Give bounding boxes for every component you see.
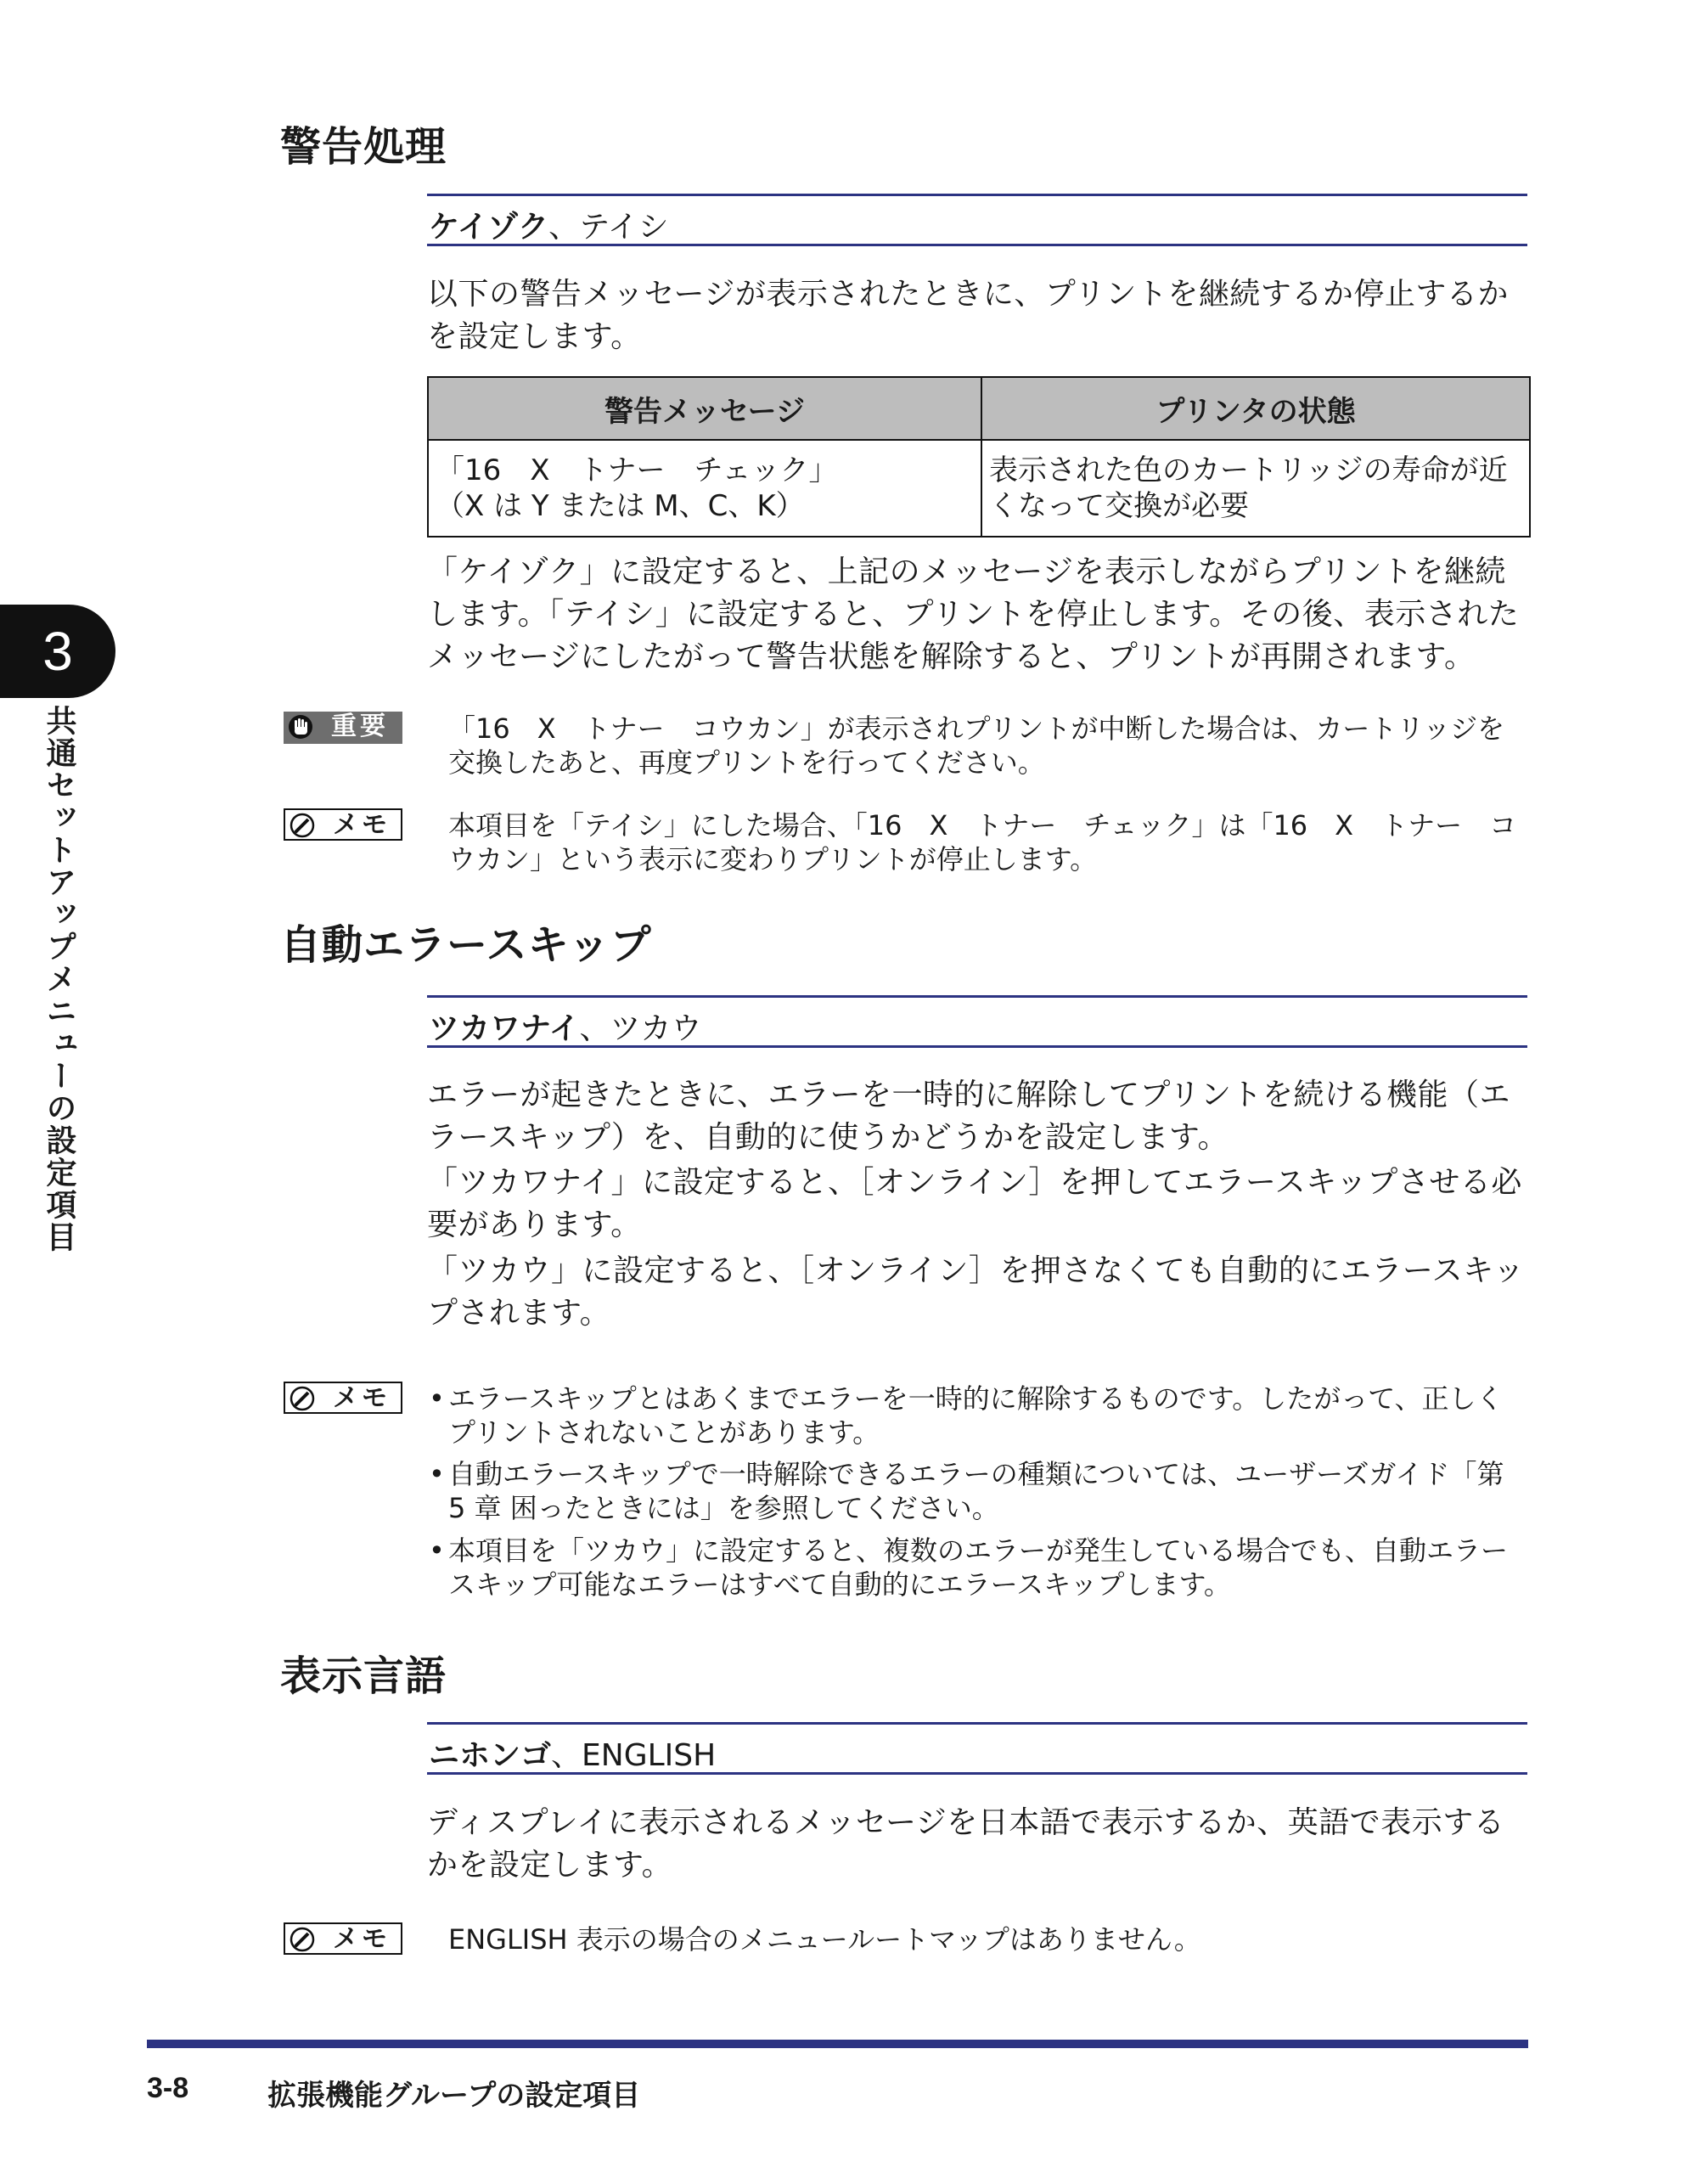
footer-rule (147, 2040, 1528, 2048)
section-title-display-language: 表示言語 (280, 1652, 447, 1700)
warning-table (427, 376, 1531, 538)
section-body: 「ケイゾク」に設定すると、上記のメッセージを表示しながらプリントを継続します。「テイシ」に設定すると、プリントを停止します。その後、表示されたメッセージにしたがって警告状態を解除すると、プリントが再開されます。 (427, 554, 1520, 674)
hand-stop-icon (287, 714, 314, 740)
page-number: 3-8 (147, 2072, 189, 2104)
section-paragraph: ディスプレイに表示されるメッセージを日本語で表示するか、英語で表示するかを設定します。 (427, 1805, 1505, 1883)
section-intro: 以下の警告メッセージが表示されたときに、プリントを継続するか停止するかを設定します。 (427, 277, 1509, 354)
table-cell-message: 「16 X トナー チェック」 （X は Y または M、C、K） (428, 440, 981, 537)
important-note: 「16 X トナー コウカン」が表示されプリントが中断した場合は、カートリッジを交換したあと、再度プリントを行ってください。 (448, 712, 1505, 779)
memo-list-item: • エラースキップとはあくまでエラーを一時的に解除するものです。したがって、正しくプリントされないことがあります。 (429, 1382, 1504, 1449)
memo-note: 本項目を「テイシ」にした場合、「16 X トナー チェック」は「16 X トナー コウカン」という表示に変わりプリントが停止します。 (448, 809, 1517, 875)
table-header: プリンタの状態 (981, 377, 1530, 440)
table-cell-status: 表示された色のカートリッジの寿命が近くなって交換が必要 (981, 440, 1530, 537)
important-badge: 重要 (284, 712, 402, 744)
memo-badge: メモ (284, 1382, 402, 1414)
memo-list-item: • 本項目を「ツカウ」に設定すると、複数のエラーが発生している場合でも、自動エラースキップ可能なエラーはすべて自動的にエラースキップします。 (429, 1534, 1509, 1601)
memo-badge: メモ (284, 808, 402, 841)
section-title-warning: 警告処理 (280, 123, 447, 171)
section-paragraph: 「ツカワナイ」に設定すると、［オンライン］を押してエラースキップさせる必要があります。 (427, 1165, 1522, 1242)
memo-badge: メモ (284, 1922, 402, 1955)
default-option: ニホンゴ (429, 1738, 552, 1773)
other-option: 、テイシ (548, 210, 669, 245)
option-values-bar (427, 194, 1527, 246)
section-title-auto-error-skip: 自動エラースキップ (280, 921, 652, 969)
default-option: ケイゾク (429, 210, 549, 245)
pencil-icon (289, 1927, 316, 1952)
option-values-bar (427, 995, 1527, 1048)
footer-title: 拡張機能グループの設定項目 (267, 2079, 641, 2113)
default-option: ツカワナイ (429, 1011, 580, 1046)
chapter-side-title: 共通セットアップメニューの設定項目 (42, 705, 76, 1253)
pencil-icon (289, 1386, 316, 1411)
memo-note: ENGLISH 表示の場合のメニュールートマップはありません。 (448, 1923, 1201, 1956)
memo-list-item: • 自動エラースキップで一時解除できるエラーの種類については、ユーザーズガイド「第 5 章 困ったときには」を参照してください。 (429, 1458, 1504, 1524)
table-row (428, 440, 1530, 537)
pencil-icon (289, 813, 316, 838)
chapter-number: 3 (42, 621, 73, 682)
option-values-bar (427, 1722, 1527, 1775)
section-paragraph: 「ツカウ」に設定すると、［オンライン］を押さなくても自動的にエラースキップされます。 (427, 1253, 1525, 1331)
other-option: 、ツカウ (579, 1011, 702, 1046)
table-header: 警告メッセージ (428, 377, 981, 440)
section-paragraph: エラーが起きたときに、エラーを一時的に解除してプリントを続ける機能（エラースキップ）を、自動的に使うかどうかを設定します。 (427, 1078, 1511, 1155)
other-option: 、ENGLISH (551, 1738, 717, 1773)
